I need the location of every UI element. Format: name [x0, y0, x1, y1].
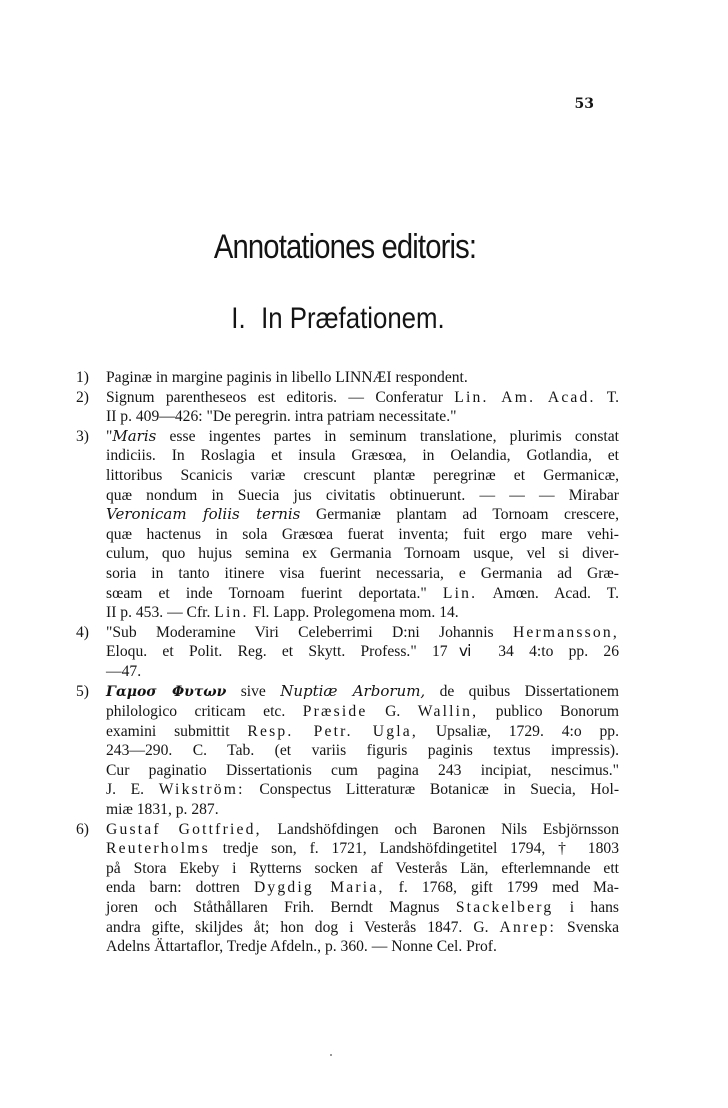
note-spaced-text: Lin. Am. Acad. [454, 388, 596, 406]
note-text: Eloqu. et Polit. Reg. et Skytt. Profess." 17ⅵ 34 4:to pp. 26 [106, 643, 619, 661]
note-line [106, 761, 619, 781]
note-text: publico Bonorum [478, 703, 619, 721]
note-spaced-text: Lin. [442, 584, 478, 602]
page-title: Annotationes editoris: [213, 228, 477, 266]
note-text: Amœn. Acad. T. [477, 584, 619, 602]
note-marker: 1) [76, 369, 89, 386]
note-text: joren och Ståthållaren Frih. Berndt Magnus [106, 899, 456, 917]
note-line [106, 780, 619, 800]
note-text: Adelns Ättartaflor, Tredje Afdeln., p. 360. — Nonne Cel. Prof. [106, 938, 497, 956]
note-line [106, 505, 619, 525]
note-text: quæ nondum in Suecia jus civitatis obtinuerunt. — — — Mirabar [106, 486, 619, 504]
note-line [106, 839, 619, 859]
note-text: Fl. Lapp. Prolegomena mom. 14. [248, 604, 459, 622]
note-spaced-text: Reuterholms [106, 840, 210, 858]
note-text: soria in tanto itinere visa fuerint necessaria, e Germania ad Græ- [106, 564, 619, 582]
note-line [106, 623, 619, 643]
note-text: examini submittit [106, 722, 248, 740]
note-line [106, 446, 619, 466]
note-text: Paginæ in margine paginis in libello LINNÆI respondent. [106, 369, 468, 386]
note-spaced-text: Wikström: [158, 781, 245, 799]
annotation-note [76, 388, 619, 427]
note-text: enda barn: dottren [106, 879, 254, 897]
note-text: quæ hactenus in sola Græsœa fuerat inventa; fuit ergo mare vehi- [106, 525, 619, 543]
note-text: II p. 409—426: "De peregrin. intra patriam necessitate." [106, 408, 457, 426]
note-line [106, 368, 619, 388]
annotation-note [76, 682, 619, 820]
note-line [106, 741, 619, 761]
section-title: In Præfationem. [261, 302, 445, 335]
note-line [106, 662, 619, 682]
note-text: littoribus Scanicis variæ crescunt plantæ peregrinæ et Germanicæ, [106, 466, 619, 484]
annotation-note [76, 427, 619, 623]
section-number: I. [231, 302, 246, 335]
note-marker: 6) [76, 820, 89, 838]
note-text: G. [367, 703, 418, 721]
note-text: J. E. [106, 781, 159, 799]
note-marker: 3) [76, 427, 89, 445]
note-line [106, 564, 619, 584]
note-line [106, 937, 619, 957]
note-text: i hans [553, 899, 619, 917]
note-line [106, 918, 619, 938]
note-spaced-text: Gustaf Gottfried, [106, 820, 262, 838]
note-text: sœam et inde Tornoam fuerint deportata." [106, 584, 443, 602]
note-text: culum, quo hujus semina ex Germania Tornoam usque, vel si diver- [106, 545, 619, 563]
note-marker: 4) [76, 623, 89, 641]
note-text: andra gifte, skiljdes åt; hon dog i Vesterås 1847. G. [106, 918, 500, 936]
note-italic-text: Veronicam foliis ternis [106, 505, 301, 524]
note-text: Signum parentheseos est editoris. — Conferatur [106, 388, 455, 406]
note-line [106, 486, 619, 506]
note-text: T. [595, 388, 619, 406]
note-text: f. 1768, gift 1799 med Ma- [384, 879, 619, 897]
note-text: philologico criticam etc. [106, 703, 303, 721]
note-line [106, 702, 619, 722]
note-text: miæ 1831, p. 287. [106, 801, 219, 819]
note-text: —47. [106, 662, 142, 680]
note-line [106, 722, 619, 742]
note-greek-text: Γαμοσ Φυτων [106, 683, 227, 700]
note-line [106, 388, 619, 408]
note-marker: 2) [76, 388, 89, 406]
note-line [106, 800, 619, 820]
note-line [106, 407, 619, 427]
note-text: tredje son, f. 1721, Landshöfdingetitel 1794, † 1803 [209, 840, 619, 858]
note-line [106, 859, 619, 879]
note-line [106, 466, 619, 486]
note-line [106, 642, 619, 662]
note-marker: 5) [76, 682, 89, 700]
note-spaced-text: Lin. [214, 604, 249, 622]
note-text: Svenska [556, 918, 620, 936]
note-italic-text: Maris [112, 426, 157, 445]
note-line [106, 682, 619, 703]
note-text: sive [226, 682, 281, 700]
note-text: 243—290. C. Tab. (et variis figuris paginis textus impressis). [106, 742, 619, 760]
note-text: esse ingentes partes in seminum translatione, plurimis constat [156, 427, 619, 445]
note-text: Germaniæ plantam ad Tornoam crescere, [300, 506, 619, 524]
note-text: Upsaliæ, 1729. 4:o pp. [418, 722, 619, 740]
note-text: Cur paginatio Dissertationis cum pagina 243 incipiat, nescimus." [106, 761, 619, 779]
annotation-note [76, 368, 619, 388]
note-text: indiciis. In Roslagia et insula Græsœa, in Oelandia, Gotlandia, et [106, 447, 619, 465]
note-text: II p. 453. — Cfr. [106, 604, 215, 622]
note-text: "Sub Moderamine Viri Celeberrimi D:ni Johannis [106, 623, 513, 641]
annotation-note [76, 820, 619, 957]
note-line [106, 878, 619, 898]
note-text: på Stora Ekeby i Rytterns socken af Vesterås Län, efterlemnande ett [106, 859, 619, 877]
note-line [106, 820, 619, 840]
note-line [106, 427, 619, 447]
note-line [106, 584, 619, 604]
page-number: 53 [574, 96, 594, 112]
note-line [106, 603, 619, 623]
note-spaced-text: Resp. Petr. Ugla, [247, 722, 419, 740]
note-spaced-text: Hermansson, [512, 623, 619, 641]
note-text: de quibus Dissertationem [425, 682, 619, 700]
note-spaced-text: Anrep: [499, 918, 557, 936]
section-heading [47, 302, 628, 336]
note-text: " [106, 427, 113, 445]
note-spaced-text: Præside [302, 703, 368, 721]
annotation-note [76, 623, 619, 682]
note-line [106, 898, 619, 918]
page-speck [330, 1054, 332, 1056]
note-text: Conspectus Litteraturæ Botanicæ in Suecia, Hol- [244, 781, 620, 799]
note-text: Landshöfdingen och Baronen Nils Esbjörnsson [261, 820, 620, 838]
note-spaced-text: Stackelberg [455, 899, 554, 917]
note-italic-text: Nuptiæ Arborum, [280, 681, 426, 700]
note-spaced-text: Wallin, [417, 703, 479, 721]
note-line [106, 525, 619, 545]
note-spaced-text: Dygdig Maria, [253, 879, 385, 897]
note-line [106, 544, 619, 564]
annotation-list [76, 368, 619, 957]
